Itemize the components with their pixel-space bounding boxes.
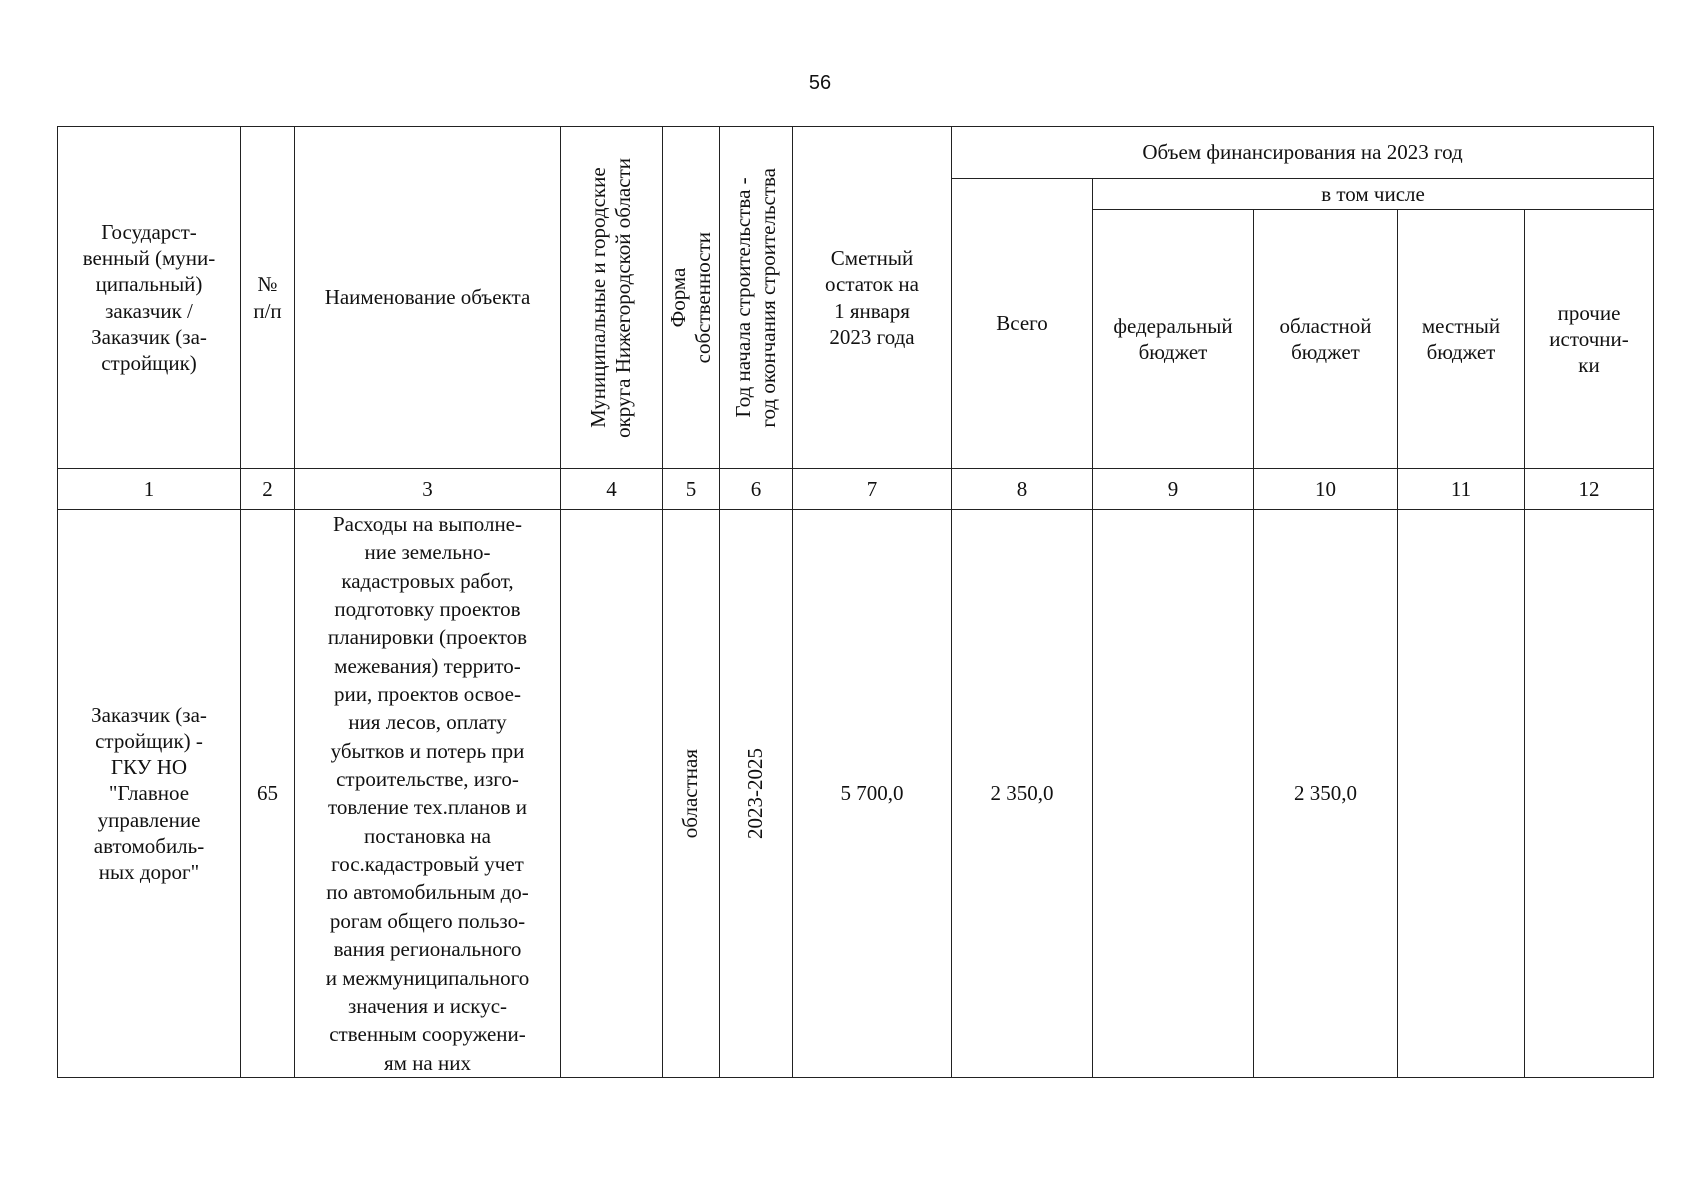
- header-other-label: прочие источни- ки: [1549, 300, 1629, 378]
- header-object-name-label: Наименование объекта: [324, 285, 531, 310]
- column-number: 11: [1398, 469, 1525, 510]
- ownership-text: областная: [678, 748, 703, 839]
- header-object-name: [295, 127, 561, 469]
- header-funding-volume: [952, 127, 1654, 179]
- header-municipal: [561, 127, 663, 469]
- column-number: 12: [1525, 469, 1654, 510]
- column-number: 9: [1093, 469, 1254, 510]
- header-ownership: [663, 127, 720, 469]
- header-municipal-label: Муниципальные и городские округа Нижегородской области: [586, 157, 636, 438]
- header-number: [241, 127, 295, 469]
- cell-regional: 2 350,0: [1254, 510, 1398, 1078]
- table-row: [58, 510, 1654, 1078]
- column-number: 6: [720, 469, 793, 510]
- header-total: [952, 179, 1093, 469]
- header-including-label: в том числе: [1321, 181, 1425, 206]
- cell-number: 65: [241, 510, 295, 1078]
- header-row-top: [58, 127, 1654, 179]
- cell-municipal: [561, 510, 663, 1078]
- cell-estimated-balance: 5 700,0: [793, 510, 952, 1078]
- column-number: 10: [1254, 469, 1398, 510]
- header-regional-label: областной бюджет: [1279, 313, 1372, 364]
- header-estimated-balance: [793, 127, 952, 469]
- cell-total: 2 350,0: [952, 510, 1093, 1078]
- column-number: 7: [793, 469, 952, 510]
- header-including: [1093, 179, 1654, 210]
- cell-ownership: [663, 510, 720, 1078]
- header-funding-volume-label: Объем финансирования на 2023 год: [1142, 140, 1463, 165]
- header-total-label: Всего: [996, 311, 1048, 336]
- column-number-row: [58, 469, 1654, 510]
- funding-table: [57, 126, 1654, 1078]
- header-customer-label: Государст- венный (муни- ципальный) заказчик / Заказчик (за- стройщик): [82, 219, 216, 375]
- cell-local: [1398, 510, 1525, 1078]
- header-years-label: Год начала строительства - год окончания строительства: [730, 167, 780, 428]
- cell-object-name: Расходы на выполне- ние земельно- кадастровых работ, подготовку проектов планировки (проектов межевания) террито- рии, проектов освое- ния лесов, оплату убытков и потерь при строительстве, изго- товление тех.планов и постановка на гос.кадастровый учет по автомобильным до- рогам общего пользо- вания регионального и межмуниципального значения и искус- ственным сооружени- ям на них: [295, 510, 561, 1078]
- column-number: 4: [561, 469, 663, 510]
- cell-years: [720, 510, 793, 1078]
- header-federal: [1093, 210, 1254, 469]
- column-number: 2: [241, 469, 295, 510]
- column-number: 8: [952, 469, 1093, 510]
- header-local: [1398, 210, 1525, 469]
- column-number: 5: [663, 469, 720, 510]
- header-local-label: местный бюджет: [1421, 313, 1501, 364]
- cell-other: [1525, 510, 1654, 1078]
- cell-customer: [58, 510, 241, 1078]
- years-text: 2023-2025: [743, 747, 768, 839]
- header-federal-label: федеральный бюджет: [1113, 313, 1233, 364]
- header-years: [720, 127, 793, 469]
- header-other: [1525, 210, 1654, 469]
- customer-text: Заказчик (за- стройщик) - ГКУ НО "Главное управление автомобиль- ных дорог": [91, 702, 207, 885]
- column-number: 3: [295, 469, 561, 510]
- header-ownership-label: Форма собственности: [665, 231, 715, 364]
- header-customer: [58, 127, 241, 469]
- column-number: 1: [58, 469, 241, 510]
- cell-federal: [1093, 510, 1254, 1078]
- page-number: 56: [808, 72, 832, 94]
- header-number-label: № п/п: [253, 272, 282, 323]
- header-regional: [1254, 210, 1398, 469]
- header-estimated-balance-label: Сметный остаток на 1 января 2023 года: [825, 246, 919, 349]
